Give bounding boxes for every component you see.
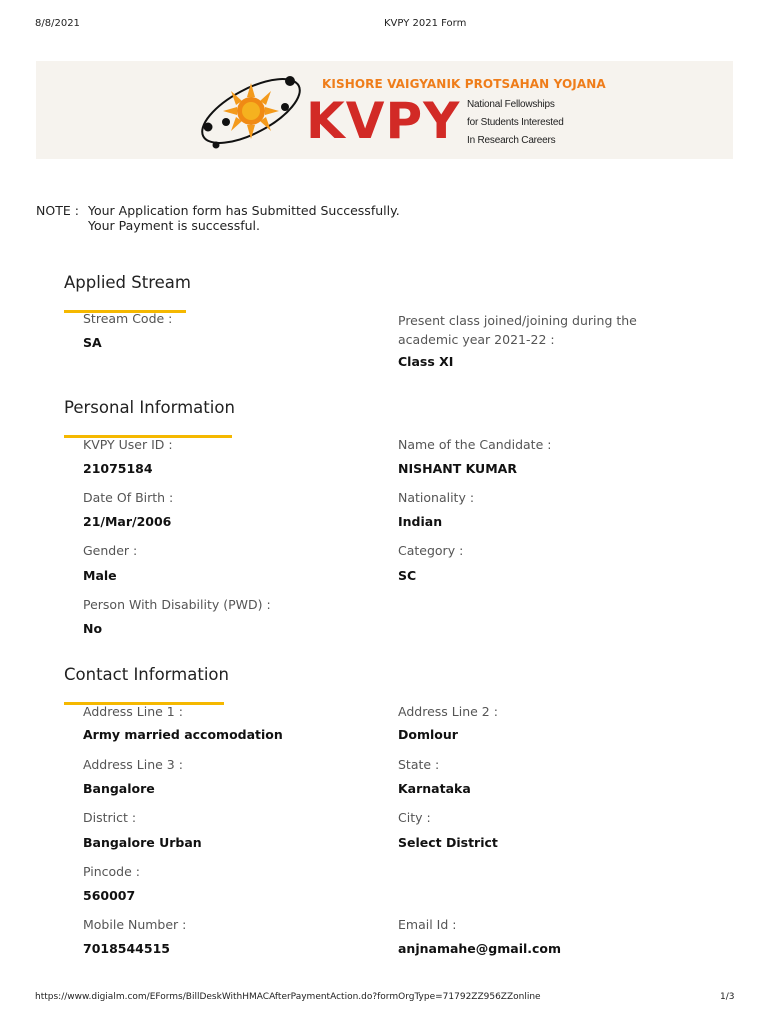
email-label: Email Id :: [398, 917, 457, 932]
section-title-contact: Contact Information: [64, 665, 229, 684]
state-label: State :: [398, 757, 440, 772]
banner-tagline-1: National Fellowships: [467, 99, 555, 110]
stream-code-label: Stream Code :: [83, 311, 173, 326]
banner-tagline-2: for Students Interested: [467, 117, 564, 128]
dob-value: 21/Mar/2006: [83, 514, 172, 529]
print-date: 8/8/2021: [35, 18, 80, 29]
banner-org-name: KISHORE VAIGYANIK PROTSAHAN YOJANA: [322, 77, 606, 91]
section-title-applied-stream: Applied Stream: [64, 273, 191, 292]
state-value: Karnataka: [398, 781, 471, 796]
address-line-1-label: Address Line 1 :: [83, 704, 183, 719]
pwd-label: Person With Disability (PWD) :: [83, 597, 271, 612]
candidate-name-label: Name of the Candidate :: [398, 437, 552, 452]
nationality-value: Indian: [398, 514, 443, 529]
gender-value: Male: [83, 568, 117, 583]
email-value: anjnamahe@gmail.com: [398, 941, 562, 956]
pwd-value: No: [83, 621, 103, 636]
kvpy-banner: [36, 61, 733, 159]
address-line-3-value: Bangalore: [83, 781, 155, 796]
dob-label: Date Of Birth :: [83, 490, 174, 505]
class-label: Present class joined/joining during the academic year 2021-22 :: [398, 313, 637, 347]
address-line-1-value: Army married accomodation: [83, 727, 283, 742]
gender-label: Gender :: [83, 543, 138, 558]
city-value: Select District: [398, 835, 498, 850]
district-label: District :: [83, 810, 137, 825]
address-line-2-label: Address Line 2 :: [398, 704, 498, 719]
mobile-label: Mobile Number :: [83, 917, 187, 932]
note-label: NOTE :: [36, 203, 79, 218]
user-id-label: KVPY User ID :: [83, 437, 173, 452]
nationality-label: Nationality :: [398, 490, 475, 505]
banner-tagline-3: In Research Careers: [467, 135, 556, 146]
address-line-2-value: Domlour: [398, 727, 458, 742]
pincode-value: 560007: [83, 888, 136, 903]
banner-acronym: KVPY: [306, 92, 461, 150]
user-id-value: 21075184: [83, 461, 153, 476]
city-label: City :: [398, 810, 431, 825]
category-value: SC: [398, 568, 417, 583]
pincode-label: Pincode :: [83, 864, 140, 879]
mobile-value: 7018544515: [83, 941, 170, 956]
class-value: Class XI: [398, 354, 454, 369]
print-title: KVPY 2021 Form: [384, 18, 467, 29]
note-line-1: Your Application form has Submitted Successfully.: [88, 203, 400, 218]
page-url: https://www.digialm.com/EForms/BillDeskWithHMACAfterPaymentAction.do?formOrgType=71792ZZ956ZZonline: [35, 992, 541, 1002]
section-title-personal: Personal Information: [64, 398, 235, 417]
district-value: Bangalore Urban: [83, 835, 202, 850]
kvpy-logo-icon: [194, 67, 309, 153]
stream-code-value: SA: [83, 335, 102, 350]
page-number: 1/3: [720, 992, 735, 1002]
note-line-2: Your Payment is successful.: [88, 218, 260, 233]
category-label: Category :: [398, 543, 464, 558]
address-line-3-label: Address Line 3 :: [83, 757, 183, 772]
candidate-name-value: NISHANT KUMAR: [398, 461, 517, 476]
